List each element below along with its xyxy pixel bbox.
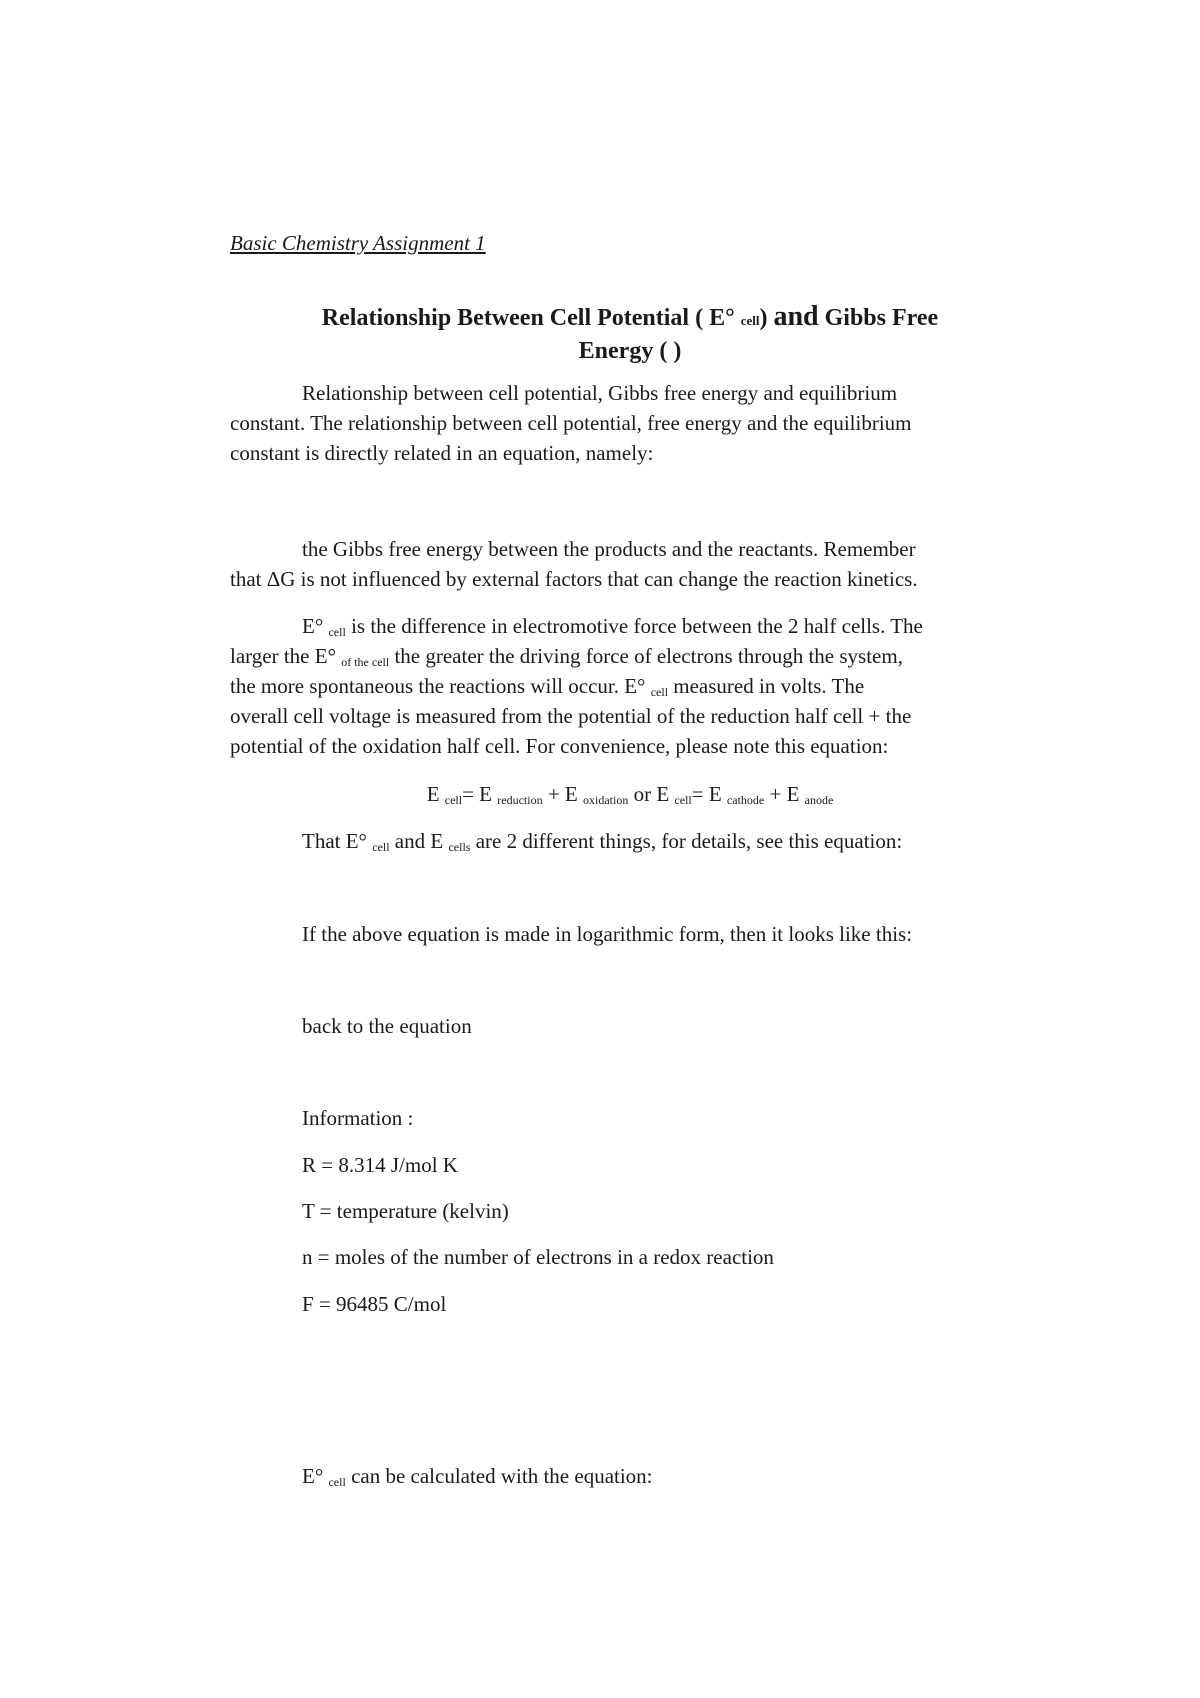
para1-line2: constant. The relationship between cell potential, free energy and the equilibrium: [230, 411, 912, 435]
para3-line3: the more spontaneous the reactions will occur. E° $_{cell}$ measured in volts. The: [230, 674, 865, 699]
para2-line1: the Gibbs free energy between the products and the reactants. Remember: [302, 537, 916, 561]
document-page: [230, 0, 1030, 1698]
para4-line1: That E° $_{cell}$ and E $_{cells}$ are 2 different things, for details, see this equation:: [302, 829, 903, 854]
title-and: and: [773, 301, 819, 332]
title-part2: ): [759, 305, 768, 331]
cell-potential-equation: E $_{cell}$= E $_{reduction}$ + E $_{oxidation}$ or E $_{cell}$= E $_{cathode}$ + E $_{anode}$: [426, 782, 834, 807]
para5: If the above equation is made in logarithmic form, then it looks like this:: [302, 922, 913, 946]
page-title: [230, 300, 1030, 338]
title-part3: Gibbs Free: [824, 305, 939, 331]
info-item: R = 8.314 J/mol K: [302, 1153, 458, 1177]
para3-line2: larger the E° $_{of the cell}$ the greater the driving force of electrons through the system,: [230, 644, 903, 669]
para6: back to the equation: [302, 1014, 472, 1038]
info-heading: Information :: [302, 1106, 414, 1130]
title-subscript: cell: [740, 313, 760, 328]
info-item: n = moles of the number of electrons in a redox reaction: [302, 1245, 774, 1269]
para1-line3: constant is directly related in an equation, namely:: [230, 441, 654, 465]
para1-line1: Relationship between cell potential, Gibbs free energy and equilibrium: [302, 381, 898, 405]
para7: E° $_{cell}$ can be calculated with the equation:: [302, 1464, 653, 1489]
assignment-heading: Basic Chemistry Assignment 1: [230, 231, 486, 255]
title-part1: Relationship Between Cell Potential ( E°: [321, 305, 735, 331]
para3-line1: E° $_{cell}$ is the difference in electromotive force between the 2 half cells. The: [302, 614, 923, 639]
para3-line4: overall cell voltage is measured from the potential of the reduction half cell + the: [230, 704, 912, 728]
para3-line5: potential of the oxidation half cell. For convenience, please note this equation:: [230, 734, 889, 758]
page-title-line2: Energy ( ): [578, 338, 682, 364]
para2-line2: that ΔG is not influenced by external factors that can change the reaction kinetics.: [230, 567, 918, 591]
info-item: T = temperature (kelvin): [302, 1199, 509, 1223]
info-item: F = 96485 C/mol: [302, 1292, 447, 1316]
